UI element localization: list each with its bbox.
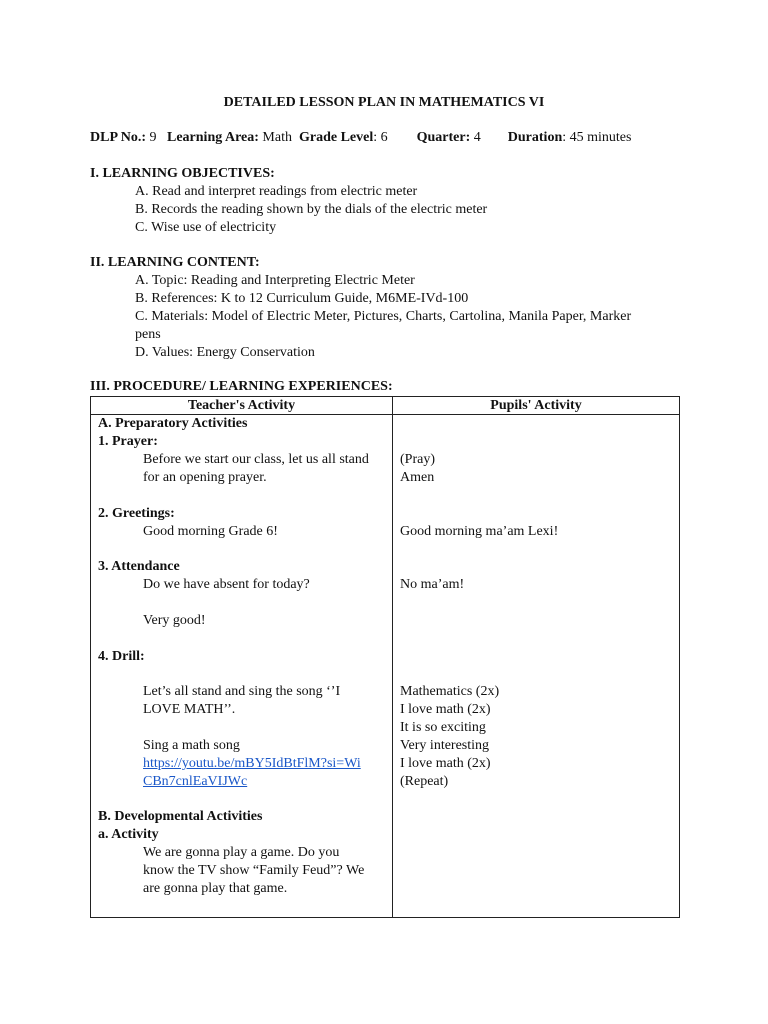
prayer-heading: 1. Prayer: — [98, 434, 158, 449]
song-lyric: (Repeat) — [400, 774, 449, 789]
drill-text: LOVE MATH’’. — [143, 702, 236, 717]
prayer-text: for an opening prayer. — [143, 470, 267, 485]
song-lyric: It is so exciting — [400, 720, 486, 735]
activity-text: We are gonna play a game. Do you — [143, 845, 340, 860]
activity-text: are gonna play that game. — [143, 881, 288, 896]
pupils-activity-cell — [393, 415, 680, 918]
lesson-meta-line — [90, 130, 631, 146]
activity-text: know the TV show “Family Feud”? We — [143, 863, 365, 878]
document-title: DETAILED LESSON PLAN IN MATHEMATICS VI — [223, 95, 545, 110]
developmental-heading: B. Developmental Activities — [98, 809, 263, 824]
duration-label: Duration — [507, 130, 563, 145]
prep-heading: A. Preparatory Activities — [98, 416, 248, 431]
song-video-link[interactable]: CBn7cnlEaVIJWc — [143, 774, 248, 789]
content-item: B. References: K to 12 Curriculum Guide, M6ME-IVd-100 — [135, 291, 469, 306]
objective-item: C. Wise use of electricity — [135, 220, 277, 235]
activity-heading: a. Activity — [98, 827, 159, 842]
pupil-response: Amen — [400, 470, 435, 485]
teacher-column-header: Teacher's Activity — [91, 397, 393, 415]
pupils-column-header: Pupils' Activity — [393, 397, 680, 415]
quarter-label: Quarter: — [416, 130, 471, 145]
prayer-text: Before we start our class, let us all stand — [143, 452, 369, 467]
pupil-response: (Pray) — [400, 452, 435, 467]
content-heading: II. LEARNING CONTENT: — [90, 255, 260, 270]
objective-item: A. Read and interpret readings from electric meter — [135, 184, 418, 199]
song-lyric: I love math (2x) — [400, 756, 491, 771]
content-item: D. Values: Energy Conservation — [135, 345, 315, 360]
pupil-response: No ma’am! — [400, 577, 465, 592]
procedure-table — [90, 396, 680, 918]
drill-text: Let’s all stand and sing the song ‘’I — [143, 684, 341, 699]
objective-item: B. Records the reading shown by the dials of the electric meter — [135, 202, 488, 217]
drill-heading: 4. Drill: — [98, 649, 145, 664]
objectives-heading: I. LEARNING OBJECTIVES: — [90, 166, 275, 181]
procedure-heading: III. PROCEDURE/ LEARNING EXPERIENCES: — [90, 379, 393, 394]
pupil-response: Good morning ma’am Lexi! — [400, 524, 559, 539]
content-item: pens — [135, 327, 161, 342]
greetings-heading: 2. Greetings: — [98, 506, 175, 521]
content-item: C. Materials: Model of Electric Meter, Pictures, Charts, Cartolina, Manila Paper, Marker — [135, 309, 632, 324]
quarter-value: 4 — [473, 130, 481, 145]
song-lyric: Mathematics (2x) — [400, 684, 500, 699]
duration-value: : 45 minutes — [562, 130, 632, 145]
attendance-text: Do we have absent for today? — [143, 577, 310, 592]
area-value: Math — [262, 130, 292, 145]
area-label: Learning Area: — [167, 130, 259, 145]
grade-value: : 6 — [373, 130, 388, 145]
dlp-label: DLP No.: — [90, 130, 146, 145]
grade-label: Grade Level — [298, 130, 374, 145]
dlp-value: 9 — [149, 130, 157, 145]
song-lyric: I love math (2x) — [400, 702, 491, 717]
drill-text: Sing a math song — [143, 738, 240, 753]
song-lyric: Very interesting — [400, 738, 490, 753]
attendance-praise: Very good! — [143, 613, 206, 628]
song-video-link[interactable]: https://youtu.be/mBY5IdBtFlM?si=Wi — [143, 756, 361, 771]
content-item: A. Topic: Reading and Interpreting Electric Meter — [135, 273, 415, 288]
teacher-activity-cell — [91, 415, 393, 918]
greetings-text: Good morning Grade 6! — [143, 524, 278, 539]
attendance-heading: 3. Attendance — [98, 559, 180, 574]
